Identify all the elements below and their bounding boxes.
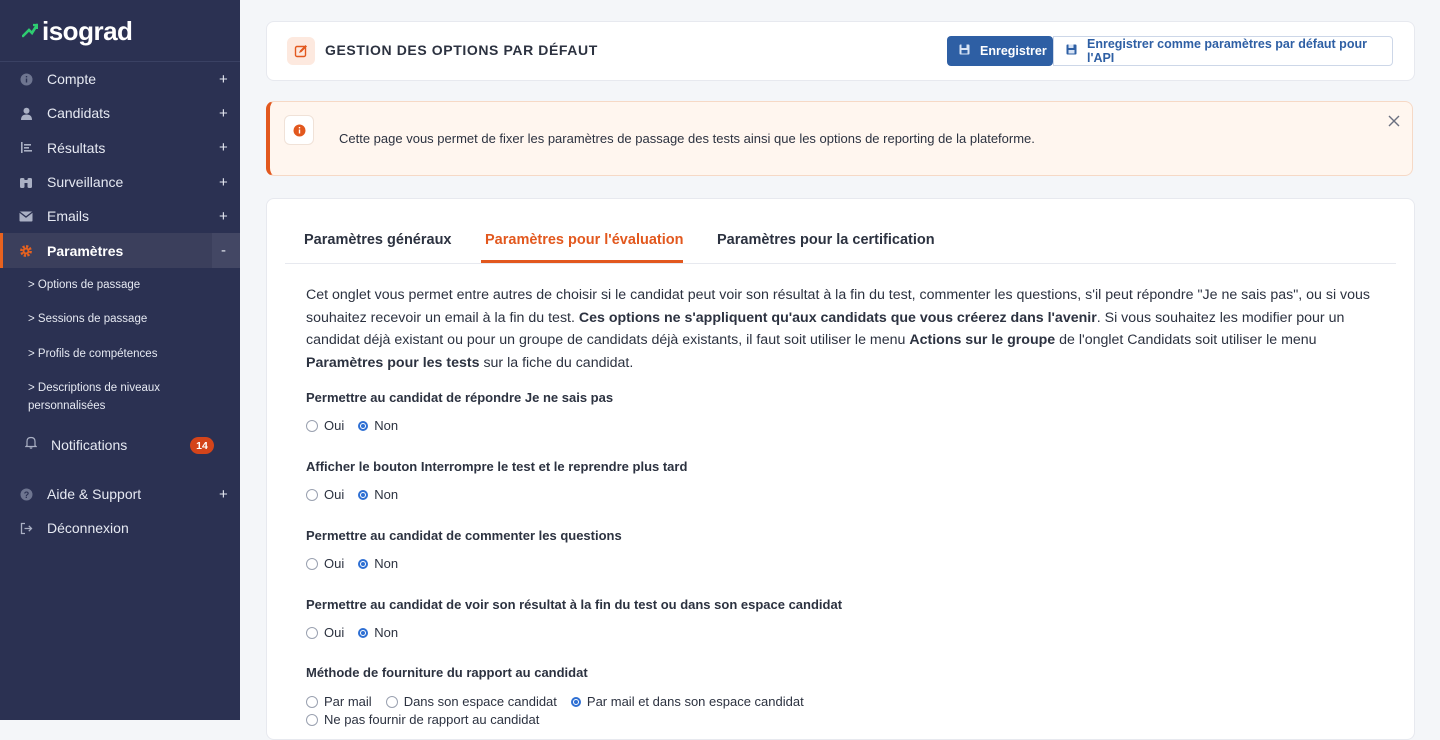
radio-option-oui[interactable]	[306, 625, 344, 640]
radio-button[interactable]	[386, 696, 398, 708]
edit-icon	[287, 37, 315, 65]
sidebar-item-compte[interactable]	[0, 62, 240, 96]
subnav-profils-de-competences[interactable]: > Profils de compétences	[28, 348, 158, 360]
subnav-sessions-de-passage[interactable]: > Sessions de passage	[28, 313, 148, 325]
sidebar-item-deconnexion[interactable]	[0, 511, 240, 545]
radio-group	[306, 694, 818, 709]
info-icon	[284, 115, 314, 145]
sidebar-item-label: Candidats	[47, 105, 111, 122]
sidebar-item-label: Paramètres	[47, 242, 124, 259]
radio-button-selected[interactable]	[358, 490, 368, 500]
radio-button[interactable]	[306, 696, 318, 708]
collapse-icon[interactable]: -	[221, 242, 226, 260]
collapse-area[interactable]	[212, 233, 240, 267]
sidebar-nav	[0, 62, 240, 268]
envelope-icon	[19, 209, 33, 223]
radio-group	[306, 625, 412, 640]
radio-button[interactable]	[306, 558, 318, 570]
radio-label: Oui	[324, 625, 345, 640]
tab-parametres-certification[interactable]: Paramètres pour la certification	[717, 232, 935, 248]
radio-label: Non	[374, 418, 399, 433]
svg-text:?: ?	[23, 489, 29, 500]
logout-icon	[19, 521, 33, 535]
sidebar-item-emails[interactable]	[0, 199, 240, 233]
isograd-logo-icon	[22, 22, 38, 40]
subnav-options-de-passage[interactable]: > Options de passage	[28, 279, 141, 291]
sidebar-item-notifications[interactable]	[0, 428, 240, 462]
settings-panel	[266, 198, 1415, 740]
question-label: Afficher le bouton Interrompre le test et le reprendre plus tard	[306, 459, 688, 474]
intro-paragraph	[306, 284, 1381, 374]
radio-label: Non	[374, 625, 399, 640]
radio-button-selected[interactable]	[358, 628, 368, 638]
page-title: GESTION DES OPTIONS PAR DÉFAUT	[325, 42, 598, 58]
sidebar-item-label: Surveillance	[47, 174, 124, 191]
question-label: Permettre au candidat de voir son résultat à la fin du test ou dans son espace candidat	[306, 597, 843, 612]
bell-icon	[25, 436, 37, 454]
radio-option-espace-candidat[interactable]	[386, 694, 557, 709]
save-button-label: Enregistrer	[980, 44, 1047, 58]
floppy-icon	[1066, 44, 1077, 58]
radio-option-non[interactable]	[358, 556, 398, 571]
radio-button[interactable]	[306, 627, 318, 639]
radio-label: Dans son espace candidat	[403, 694, 557, 709]
intro-text: sur la fiche du candidat.	[479, 354, 634, 371]
radio-option-non[interactable]	[358, 418, 398, 433]
intro-text: . Si vous souhaitez les modifier pour un candidat déjà existant ou pour un groupe de candidats déjà existants, il faut soit utiliser le menu	[306, 309, 1345, 348]
sidebar-item-candidats[interactable]	[0, 96, 240, 130]
info-banner	[266, 101, 1413, 176]
expand-icon[interactable]: +	[219, 104, 228, 122]
radio-button-selected[interactable]	[358, 559, 368, 569]
save-as-api-default-button[interactable]	[1053, 36, 1393, 66]
radio-label: Non	[374, 556, 399, 571]
page-header	[266, 21, 1415, 81]
radio-group	[306, 418, 412, 433]
expand-icon[interactable]: +	[219, 70, 228, 88]
active-tab-indicator	[481, 260, 683, 263]
expand-icon[interactable]: +	[219, 139, 228, 157]
radio-label: Ne pas fournir de rapport au candidat	[324, 712, 540, 727]
intro-bold: Actions sur le groupe	[909, 332, 1056, 348]
radio-option-non[interactable]	[358, 625, 398, 640]
brand-name: isograd	[42, 15, 133, 46]
radio-button[interactable]	[306, 489, 318, 501]
intro-bold: Paramètres pour les tests	[306, 354, 480, 371]
sidebar-item-parametres[interactable]	[0, 233, 240, 267]
radio-button-selected[interactable]	[358, 421, 368, 431]
info-circle-icon	[19, 72, 33, 86]
radio-group	[306, 487, 412, 502]
sidebar-item-aide-support[interactable]	[0, 477, 240, 511]
sidebar-item-label: Notifications	[51, 437, 128, 453]
question-label: Permettre au candidat de répondre Je ne sais pas	[306, 390, 614, 405]
question-label: Permettre au candidat de commenter les questions	[306, 528, 622, 543]
radio-option-oui[interactable]	[306, 487, 344, 502]
list-chart-icon	[19, 141, 33, 155]
radio-label: Par mail et dans son espace candidat	[586, 694, 804, 709]
intro-text: de l'onglet Candidats soit utiliser le menu	[1055, 332, 1317, 348]
isograd-logo[interactable]	[22, 16, 132, 46]
close-icon[interactable]	[1388, 114, 1400, 132]
info-banner-text: Cette page vous permet de fixer les paramètres de passage des tests ainsi que les options de reporting de la plateforme.	[339, 131, 1035, 146]
tab-parametres-evaluation[interactable]: Paramètres pour l'évaluation	[485, 232, 684, 248]
save-button[interactable]	[947, 36, 1053, 66]
notification-count-badge: 14	[190, 437, 214, 454]
gear-icon	[19, 244, 33, 258]
sidebar-item-label: Emails	[47, 208, 90, 225]
sidebar-item-label: Résultats	[47, 139, 106, 156]
tab-bar	[285, 199, 1396, 264]
radio-option-non[interactable]	[358, 487, 398, 502]
expand-icon[interactable]: +	[219, 485, 228, 503]
radio-option-mail-et-espace[interactable]	[571, 694, 804, 709]
save-as-api-default-label: Enregistrer comme paramètres par défaut pour l'API	[1087, 37, 1367, 65]
radio-group	[306, 556, 412, 571]
user-icon	[19, 106, 33, 120]
sidebar-item-label: Aide & Support	[47, 486, 142, 503]
sidebar-item-resultats[interactable]	[0, 131, 240, 165]
radio-option-par-mail[interactable]	[306, 694, 372, 709]
tab-parametres-generaux[interactable]: Paramètres généraux	[304, 232, 452, 248]
radio-label: Non	[374, 487, 399, 502]
intro-text: Cet onglet vous permet entre autres de choisir si le candidat peut voir son résultat à la fin du test, commenter les questions, s'il peut répondre "Je ne sais pas", ou si vous souhaitez recevoir un email à la fin du test.	[306, 287, 1371, 326]
floppy-icon	[959, 44, 970, 58]
radio-option-oui[interactable]	[306, 418, 344, 433]
question-label: Méthode de fourniture du rapport au candidat	[306, 665, 588, 680]
radio-label: Oui	[324, 556, 345, 571]
help-circle-icon	[19, 487, 33, 501]
radio-option-oui[interactable]	[306, 556, 344, 571]
sidebar-item-label: Déconnexion	[47, 520, 129, 537]
sidebar-item-label: Compte	[47, 71, 97, 88]
radio-button-selected[interactable]	[571, 697, 581, 707]
sidebar-item-surveillance[interactable]	[0, 165, 240, 199]
expand-icon[interactable]: +	[219, 207, 228, 225]
radio-label: Par mail	[324, 694, 372, 709]
radio-button[interactable]	[306, 420, 318, 432]
expand-icon[interactable]: +	[219, 173, 228, 191]
binoculars-icon	[19, 175, 33, 189]
intro-bold: Ces options ne s'appliquent qu'aux candidats que vous créerez dans l'avenir	[578, 309, 1097, 326]
sidebar	[0, 0, 240, 720]
subnav-descriptions-de-niveaux[interactable]: > Descriptions de niveaux	[28, 382, 161, 394]
radio-label: Oui	[324, 418, 345, 433]
subnav-descriptions-de-niveaux-line2[interactable]: personnalisées	[28, 400, 106, 412]
radio-label: Oui	[324, 487, 345, 502]
